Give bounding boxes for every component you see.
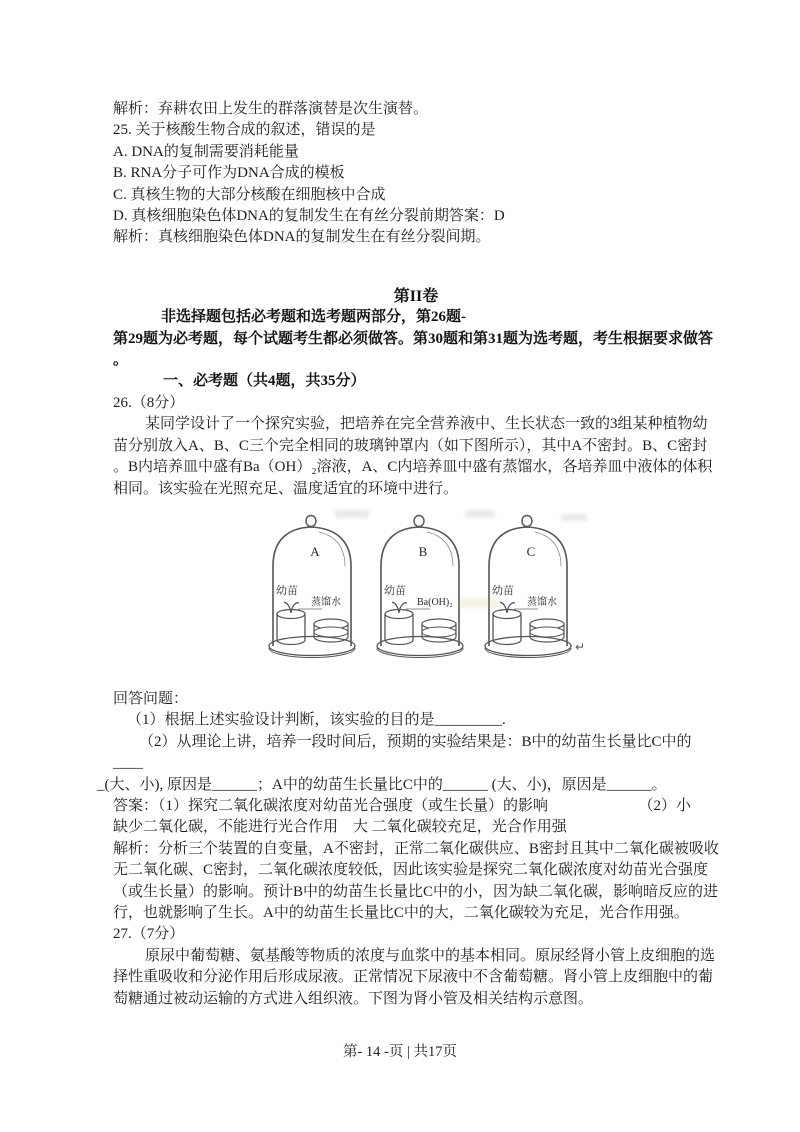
q27-number: 27.（7分）	[113, 926, 185, 943]
q26-analysis-line2: 无二氧化碳、C密封，二氧化碳浓度较低，因此该实验是探究二氧化碳浓度对幼苗光合强度	[113, 862, 709, 879]
experiment-figure	[265, 512, 585, 662]
scan-artifact	[465, 510, 495, 518]
q27-stem-line1: 原尿中葡萄糖、氨基酸等物质的浓度与血浆中的基本相同。原尿经肾小管上皮细胞的选	[145, 947, 716, 964]
q27-stem-line3: 萄糖通过被动运输的方式进入组织液。下图为肾小管及相关结构示意图。	[113, 990, 594, 1007]
q25-option-a: A. DNA的复制需要消耗能量	[113, 143, 299, 160]
q25-stem: 25. 关于核酸生物合成的叙述，错误的是	[113, 122, 376, 139]
q25-analysis-prev: 解析：弃耕农田上发生的群落演替是次生演替。	[113, 101, 429, 117]
q26-stem-line2: 苗分别放入A、B、C三个完全相同的玻璃钟罩内（如下图所示），其中A不密封。B、C密封	[113, 437, 708, 454]
q25-option-c: C. 真核生物的大部分核酸在细胞核中合成	[113, 186, 386, 203]
seedling-label: 幼苗	[492, 584, 514, 597]
scan-artifact	[457, 598, 499, 608]
jar-letter: C	[526, 543, 536, 559]
q26-stem-line4: 相同。该实验在光照充足、温度适宜的环境中进行。	[113, 480, 459, 497]
q26-answer-prompt: 回答问题：	[113, 690, 189, 707]
section2-title: 第II卷	[393, 287, 439, 305]
jar-base-plate	[485, 636, 571, 655]
dish-label: Ba(OH)₂	[417, 596, 453, 608]
seedling-label: 幼苗	[276, 584, 298, 597]
dish-label: 蒸馏水	[311, 596, 341, 608]
q25-option-b: B. RNA分子可作为DNA合成的模板	[113, 165, 345, 182]
q26-answer-line2: 缺少二氧化碳，不能进行光合作用 大 二氧化碳较充足，光合作用强	[113, 819, 567, 836]
q26-analysis-line4: 行，也就影响了生长。A中的幼苗生长量比C中的大，二氧化碳较为充足，光合作用强。	[113, 904, 689, 921]
q26-analysis-line1: 解析：分析三个装置的自变量，A不密封，正常二氧化碳供应、B密封且其中二氧化碳被吸收	[113, 840, 719, 857]
q25-option-d-answer: D. 真核细胞染色体DNA的复制发生在有丝分裂前期答案：D	[113, 208, 505, 225]
scan-artifact	[561, 514, 587, 521]
section2-intro-line3: 。	[113, 352, 129, 369]
jar-knob	[414, 515, 424, 526]
q26-sub-question-2-line1: （2）从理论上讲，培养一段时间后，预期的实验结果是：B中的幼苗生长量比C中的____	[113, 733, 692, 772]
q27-stem-line2: 择性重吸收和分泌作用后形成尿液。正常情况下尿液中不含葡萄糖。肾小管上皮细胞中的葡	[113, 969, 714, 986]
q26-stem-line1: 某同学设计了一个探究实验，把培养在完全营养液中、生长状态一致的3组某种植物幼	[145, 416, 708, 433]
scan-artifact	[335, 510, 369, 518]
bell-jar-b	[373, 512, 467, 660]
bell-jar-a	[265, 512, 359, 660]
q26-sub-question-2-line2: _(大、小), 原因是______；A中的幼苗生长量比C中的______ (大、小)，原因是______。	[97, 776, 667, 793]
jar-letter: B	[418, 543, 428, 559]
jar-knob	[522, 515, 532, 526]
q26-analysis-line3: （或生长量）的影响。预计B中的幼苗生长量比C中的小，因为缺二氧化碳，影响暗反应的进	[113, 883, 719, 900]
q26-sub-question-1: （1）根据上述实验设计判断，该实验的目的是_________.	[127, 712, 506, 729]
jar-knob	[306, 515, 316, 526]
jar-base-plate	[377, 636, 463, 655]
q26-stem-line3: 。B内培养皿中盛有Ba（OH）₂溶液，A、C内培养皿中盛有蒸馏水，各培养皿中液体的体积	[113, 459, 713, 476]
section2-intro-line1: 非选择题包括必考题和选考题两部分，第26题-	[161, 309, 466, 326]
q26-number: 26.（8分）	[113, 394, 185, 411]
q26-answer-line1	[113, 796, 719, 817]
section2-intro-line2: 第29题为必考题，每个试题考生都必须做答。第30题和第31题为选考题，考生根据要求做答	[113, 330, 714, 347]
jar-base-plate	[269, 636, 355, 655]
section2-subsection: 一、必考题（共4题，共35分）	[163, 373, 366, 390]
q26-answer-part2: （2）小	[638, 797, 691, 814]
seedling-label: 幼苗	[384, 584, 406, 597]
page-footer: 第- 14 -页 | 共17页	[342, 1044, 458, 1060]
page-content	[97, 99, 719, 1010]
dish-label: 蒸馏水	[527, 596, 557, 608]
q26-answer-part1: 答案：（1）探究二氧化碳浓度对幼苗光合强度（或生长量）的影响	[113, 797, 549, 814]
paragraph-return-mark: ↵	[574, 639, 585, 654]
bell-jar-c	[481, 512, 575, 660]
jar-letter: A	[310, 543, 320, 559]
q25-analysis: 解析：真核细胞染色体DNA的复制发生在有丝分裂间期。	[113, 229, 491, 246]
